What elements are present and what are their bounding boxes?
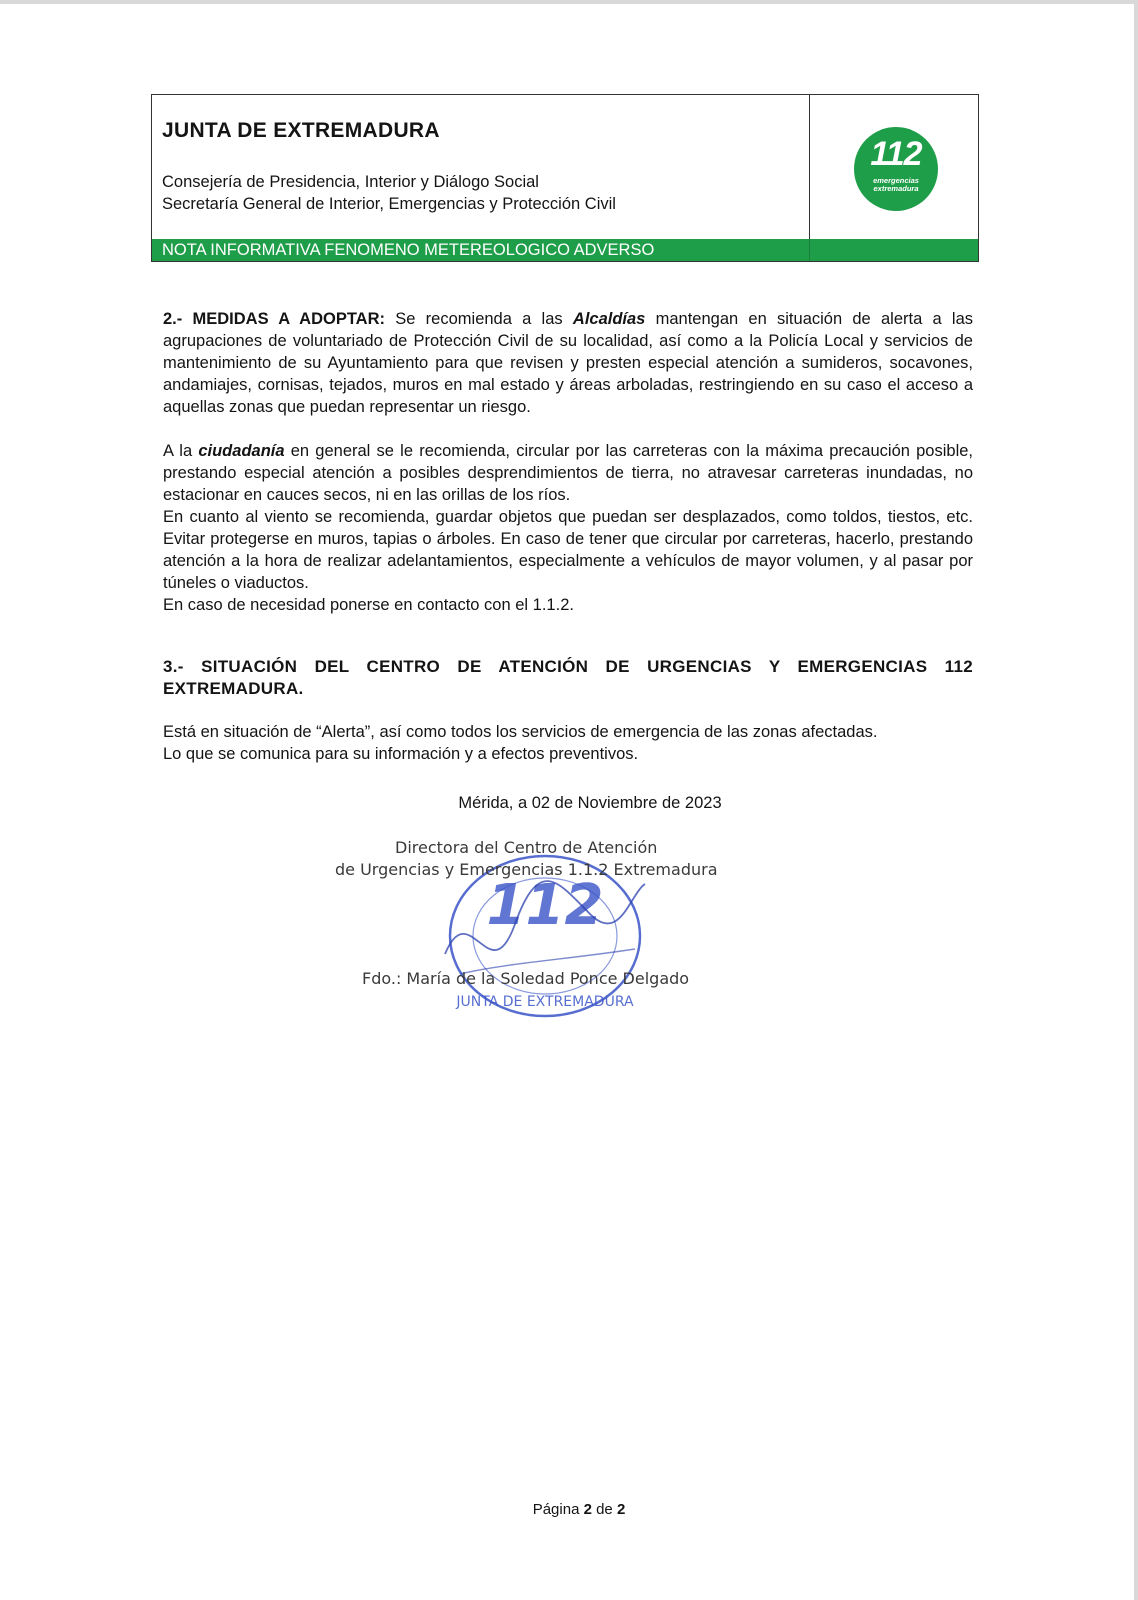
place-date: Mérida, a 02 de Noviembre de 2023 [458,794,722,812]
page-footer [0,1501,1138,1518]
header-divider [809,95,810,261]
citizen-text-b: en general se le recomienda, circular por las carreteras con la máxima precaución posible, prestando especial atención a posibles desprendimientos de tierra, no atravesar carreteras inundadas, no estacionar en cauces secos, ni en las orillas de los ríos. [163,442,973,504]
signatory-title-line-1: Directora del Centro de Atención [395,838,658,857]
org-name: JUNTA DE EXTREMADURA [162,119,440,142]
closing-line: Lo que se comunica para su información y a efectos preventivos. [163,745,639,763]
logo-subtitle-region: extremadura [873,184,919,193]
section-3-body [163,721,973,765]
measures-text-b: mantengan en situación de alerta a las agrupaciones de voluntariado de Protección Civil de su localidad, así como a la Policía Local y servicios de mantenimiento de su Ayuntamiento para que revisen y presten especial atención a sumideros, socavones, andamiajes, cornisas, tejados, muros en mal estado y áreas arboladas, restringiendo en su caso el acceso a aquellas zonas que puedan representar un riesgo. [163,310,974,416]
signatory-title-line-2: de Urgencias y Emergencias 1.1.2 Extremadura [335,860,718,879]
official-stamp [420,854,660,1024]
stamp-ring-text: JUNTA DE EXTREMADURA [456,994,634,1010]
wind-paragraph: En cuanto al viento se recomienda, guardar objetos que puedan ser desplazados, como toldos, tiestos, etc. Evitar protegerse en muros, tapias o árboles. En caso de tener que circular por carreteras, hacerlo, prestando atención a la hora de realizar adelantamientos, especialmente a vehículos de mayor volumen, y al pasar por túneles o viaductos. [163,508,973,592]
logo-number: 112 [870,135,922,173]
page-total: 2 [616,1501,626,1518]
keyword-alcaldias: Alcaldías [572,310,646,328]
measures-paragraph [163,308,973,418]
note-title: NOTA INFORMATIVA FENOMENO METEREOLOGICO ADVERSO [162,241,655,259]
secretariat-name: Secretaría General de Interior, Emergencias y Protección Civil [162,195,616,213]
citizen-paragraph [163,440,973,506]
document-page [0,4,1134,1600]
emergencias-112-logo [854,127,938,211]
alert-status-line: Está en situación de “Alerta”, así como todos los servicios de emergencia de las zonas afectadas. [163,723,878,741]
section-2-heading: 2.- MEDIDAS A ADOPTAR: [163,310,386,328]
citizen-recommendations [163,440,973,616]
note-bar-divider [809,239,810,261]
page-of: de [591,1501,617,1518]
citizen-text-a: A la [163,442,199,460]
section-3-heading: 3.- SITUACIÓN DEL CENTRO DE ATENCIÓN DE URGENCIAS Y EMERGENCIAS 112 EXTREMADURA. [163,657,973,698]
logo-subtitle: emergencias [873,176,919,185]
keyword-ciudadania: ciudadanía [198,442,285,460]
stamp-number: 112 [486,873,604,938]
page-label: Página [532,1501,584,1518]
section-2-measures [163,308,973,418]
signatory-name: Fdo.: María de la Soledad Ponce Delgado [362,969,690,988]
letterhead [151,94,979,262]
measures-text-a: Se recomienda a las [385,310,573,328]
department-name: Consejería de Presidencia, Interior y Diálogo Social [162,173,539,191]
page-current: 2 [583,1501,592,1518]
contact-line: En caso de necesidad ponerse en contacto con el 1.1.2. [163,596,574,614]
note-title-bar [152,239,978,261]
